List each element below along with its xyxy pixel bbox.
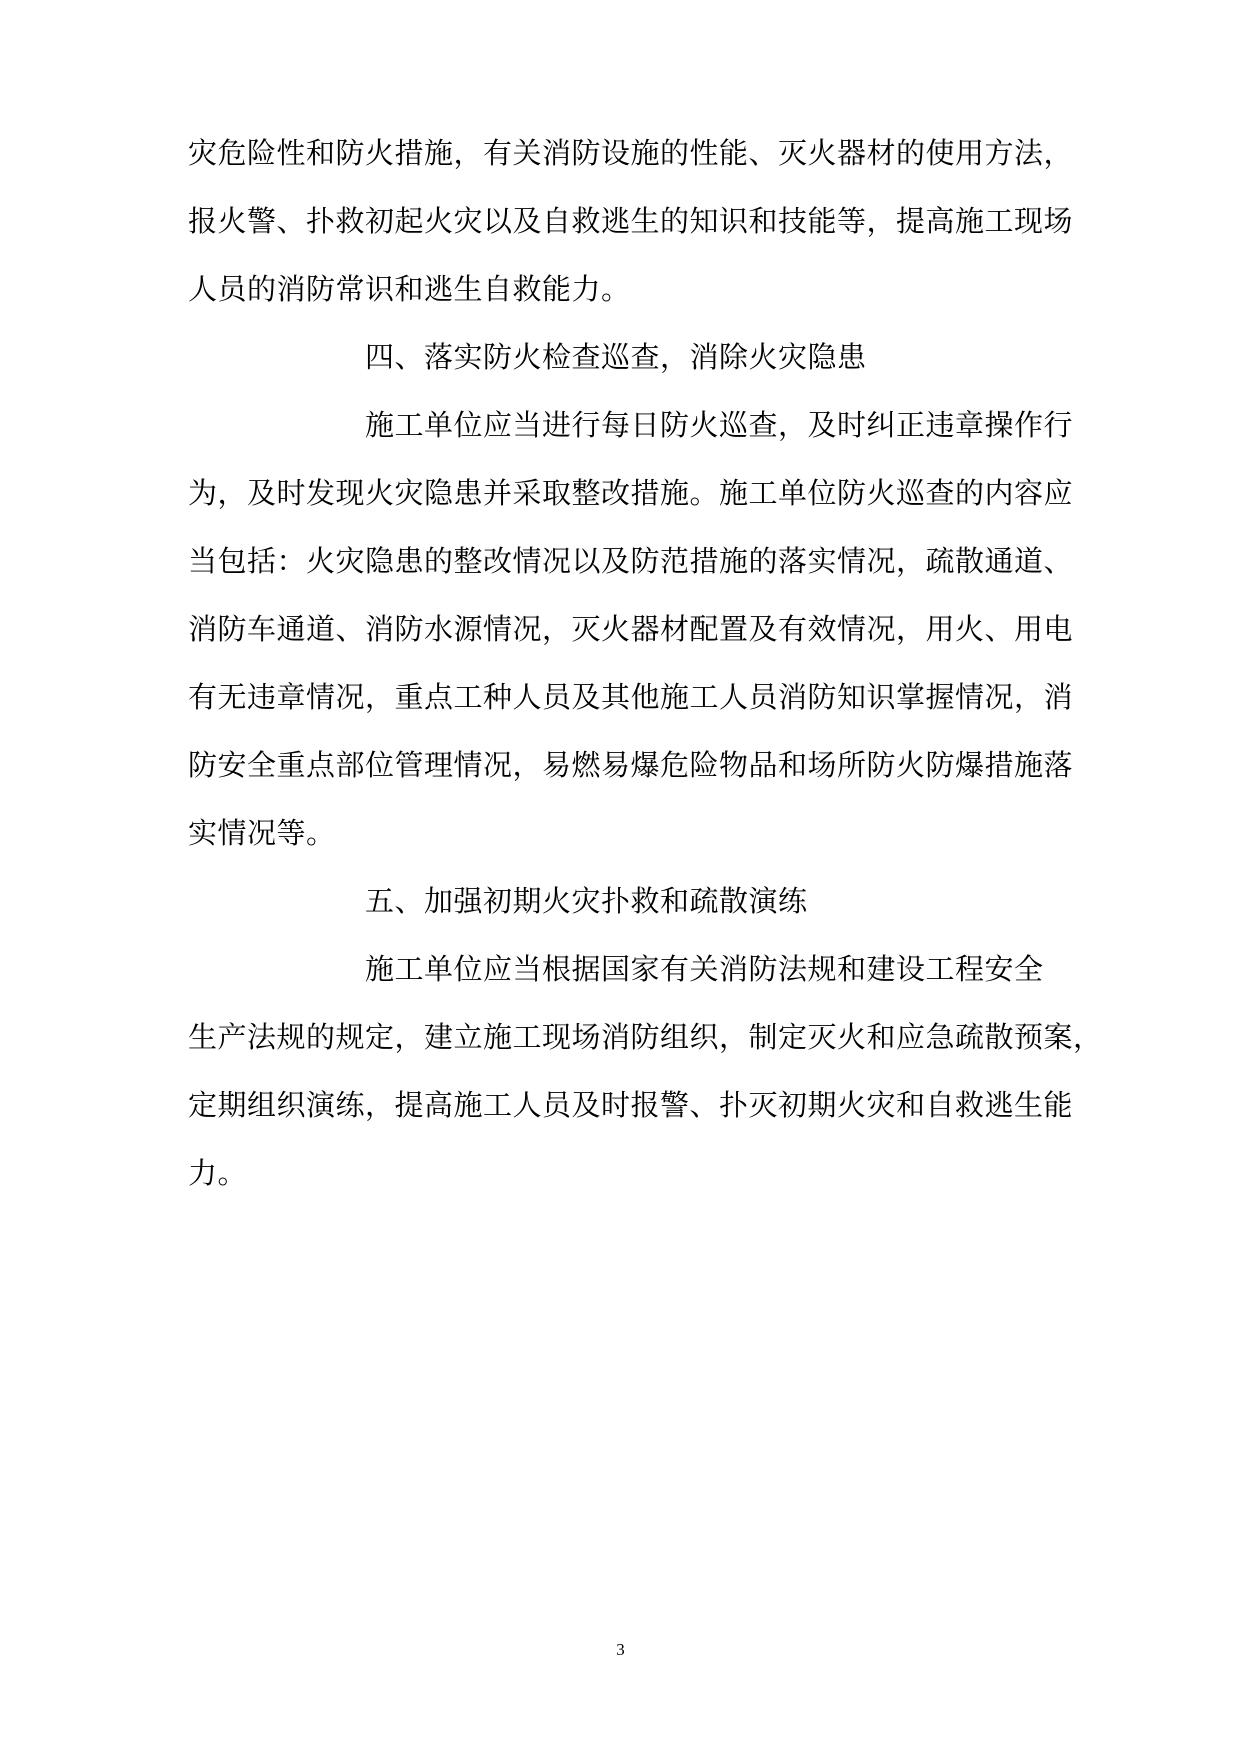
paragraph-line: 施工单位应当根据国家有关消防法规和建设工程安全 [365, 952, 1044, 986]
paragraph-line: 人员的消防常识和逃生自救能力。 [188, 272, 631, 306]
section-5-heading: 五、加强初期火灾扑救和疏散演练 [365, 884, 808, 918]
paragraph-line: 为，及时发现火灾隐患并采取整改措施。施工单位防火巡查的内容应 [188, 476, 1074, 510]
paragraph-line: 实情况等。 [188, 816, 336, 850]
paragraph-line: 防安全重点部位管理情况，易燃易爆危险物品和场所防火防爆措施落 [188, 748, 1074, 782]
paragraph-line: 生产法规的规定，建立施工现场消防组织，制定灭火和应急疏散预案， [188, 1020, 1103, 1054]
paragraph-line: 施工单位应当进行每日防火巡查，及时纠正违章操作行 [365, 408, 1074, 442]
paragraph-line: 当包括：火灾隐患的整改情况以及防范措施的落实情况，疏散通道、 [188, 544, 1074, 578]
paragraph-line: 报火警、扑救初起火灾以及自救逃生的知识和技能等，提高施工现场 [188, 204, 1074, 238]
paragraph-line: 力。 [188, 1156, 248, 1190]
paragraph-line: 定期组织演练，提高施工人员及时报警、扑灭初期火灾和自救逃生能 [188, 1088, 1074, 1122]
paragraph-line: 消防车通道、消防水源情况，灭火器材配置及有效情况，用火、用电 [188, 612, 1074, 646]
page-number: 3 [616, 1640, 625, 1659]
paragraph-line: 有无违章情况，重点工种人员及其他施工人员消防知识掌握情况，消 [188, 680, 1074, 714]
paragraph-line: 灾危险性和防火措施，有关消防设施的性能、灭火器材的使用方法， [188, 136, 1074, 170]
section-4-heading: 四、落实防火检查巡查，消除火灾隐患 [365, 340, 867, 374]
